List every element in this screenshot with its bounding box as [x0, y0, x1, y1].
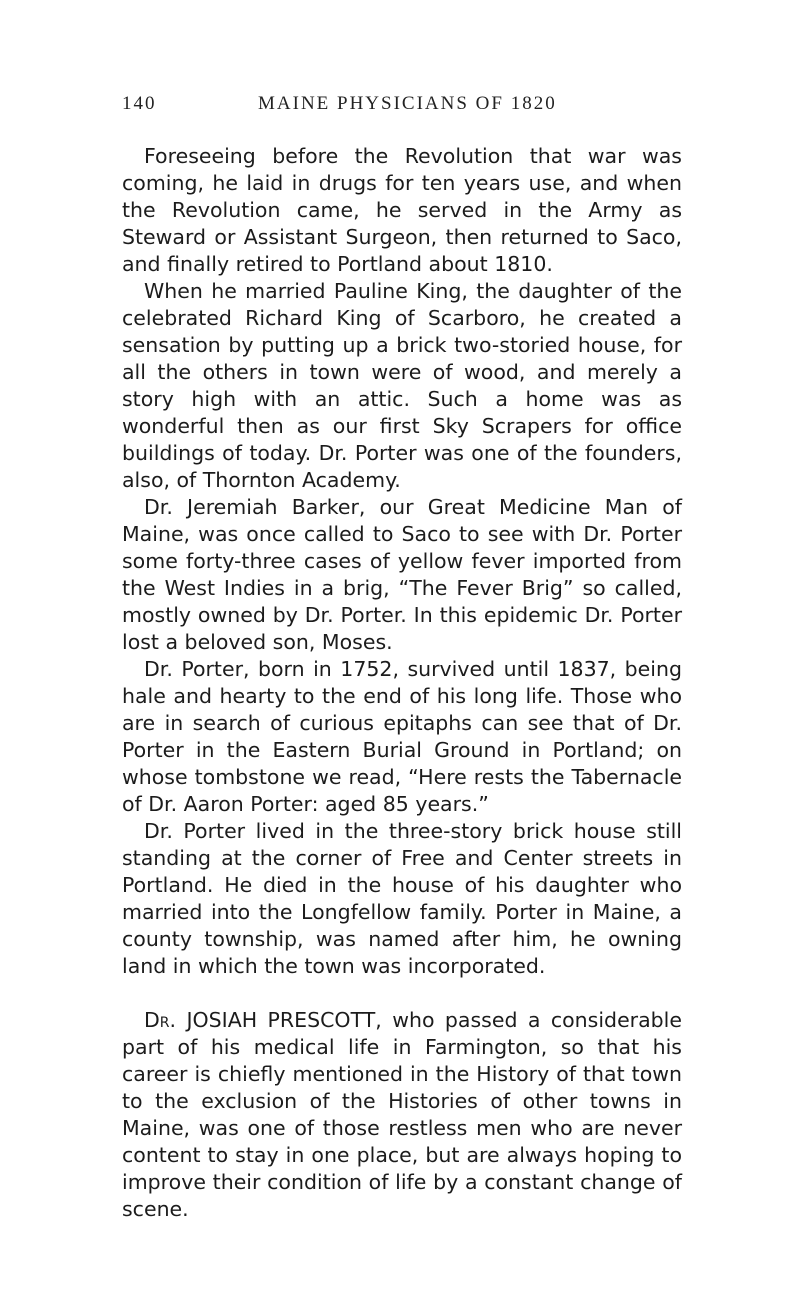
paragraph-fever-brig: Dr. Jeremiah Barker, our Great Medicine Man of Maine, was once called to Saco to see with Dr. Porter some forty-three cases of yellow fever imported from the West Indies in a brig, “The Fever Brig” so called, mostly owned by Dr. Porter. In this epidemic Dr. Porter lost a beloved son, Moses.	[122, 495, 682, 654]
paragraph-josiah-prescott	[122, 1007, 682, 1223]
section-lead-name: JOSIAH PRESCOTT,	[186, 1008, 382, 1032]
page-number: 140	[122, 93, 157, 114]
running-head	[122, 93, 682, 123]
section-text: who passed a considerable part of his medical life in Farmington, so that his career is chiefly mentioned in the History of that town to the exclusion of the Histories of other towns in Maine, was one of those restless men who are never content to stay in one place, but are always hoping to improve their condition of life by a constant change of scene.	[122, 1008, 682, 1221]
body-text	[122, 143, 682, 1223]
section-lead-title: Dr.	[144, 1008, 177, 1032]
paragraph-revolution: Foreseeing before the Revolution that war was coming, he laid in drugs for ten years use, and when the Revolution came, he served in the Army as Steward or Assistant Surgeon, then returned to Saco, and finally retired to Portland about 1810.	[122, 144, 682, 276]
paragraph-marriage: When he married Pauline King, the daughter of the celebrated Richard King of Scarboro, he created a sensation by putting up a brick two-storied house, for all the others in town were of wood, and merely a story high with an attic. Such a home was as wonderful then as our first Sky Scrapers for office buildings of today. Dr. Porter was one of the founders, also, of Thornton Academy.	[122, 279, 682, 492]
page-heading: MAINE PHYSICIANS OF 1820	[258, 93, 557, 114]
paragraph-epitaph: Dr. Porter, born in 1752, survived until 1837, being hale and hearty to the end of his long life. Those who are in search of curious epitaphs can see that of Dr. Porter in the Eastern Burial Ground in Portland; on whose tombstone we read, “Here rests the Tabernacle of Dr. Aaron Porter: aged 85 years.”	[122, 657, 682, 816]
paragraph-house: Dr. Porter lived in the three-story brick house still standing at the corner of Free and Center streets in Portland. He died in the house of his daughter who married into the Longfellow family. Porter in Maine, a county township, was named after him, he owning land in which the town was incorporated.	[122, 819, 682, 978]
